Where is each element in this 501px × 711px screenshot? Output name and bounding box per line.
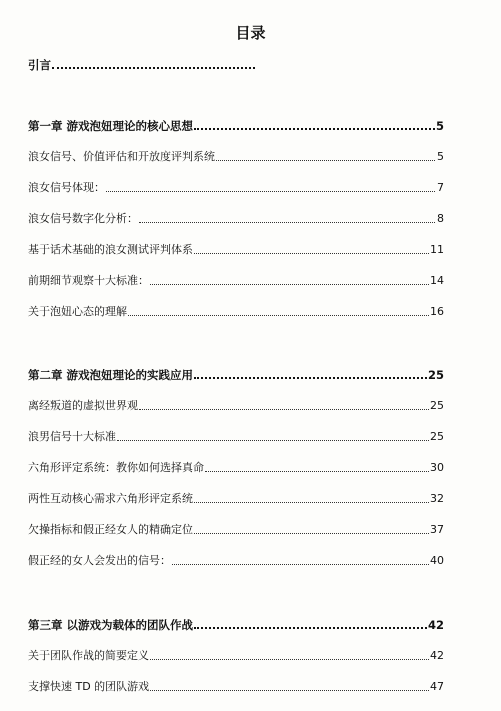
dot-leader: [150, 659, 429, 660]
toc-page-number: 16: [430, 305, 444, 318]
toc-page-number: 47: [430, 680, 444, 693]
toc-entry[interactable]: [28, 150, 444, 164]
toc-page-number: 42: [427, 618, 444, 632]
dot-leader: [106, 191, 435, 192]
toc-page-number: 14: [430, 274, 444, 287]
toc-entry[interactable]: [28, 554, 444, 568]
toc-entry[interactable]: [28, 243, 444, 257]
toc-entry[interactable]: [28, 399, 444, 413]
dot-leader: [194, 627, 427, 629]
toc-entry[interactable]: [28, 523, 444, 537]
toc-intro[interactable]: [28, 58, 256, 72]
toc-label: 浪男信号十大标准: [28, 430, 116, 443]
page-title: 目录: [235, 24, 266, 42]
toc-entry[interactable]: [28, 680, 444, 694]
toc-page-number: 30: [430, 461, 444, 474]
toc-chapter-2[interactable]: [28, 368, 444, 382]
dot-leader: [194, 253, 429, 254]
toc-label: 第三章 以游戏为载体的团队作战: [28, 618, 194, 632]
toc-page-number: 37: [430, 523, 444, 536]
toc-page-number: 5: [435, 119, 444, 133]
toc-page-number: 25: [430, 399, 444, 412]
toc-label: 假正经的女人会发出的信号：: [28, 554, 171, 567]
toc-label: 两性互动核心需求六角形评定系统: [28, 492, 193, 505]
toc-label: 支撑快速 TD 的团队游戏: [28, 680, 150, 693]
toc-page-number: 5: [437, 150, 444, 163]
toc-chapter-3[interactable]: [28, 618, 444, 632]
dot-leader: [194, 533, 429, 534]
dot-leader: [128, 315, 429, 316]
dot-leader: [150, 690, 429, 691]
toc-entry[interactable]: [28, 492, 444, 506]
dot-leader: [216, 160, 435, 161]
toc-label: 第二章 游戏泡妞理论的实践应用: [28, 368, 194, 382]
dot-leader: [139, 222, 435, 223]
toc-page-number: 25: [427, 368, 444, 382]
toc-entry[interactable]: [28, 274, 444, 288]
toc-label: 离经叛道的虚拟世界观: [28, 399, 138, 412]
toc-page-number: 11: [430, 243, 444, 256]
dot-leader: [117, 440, 429, 441]
toc-label: 浪女信号体现：: [28, 181, 105, 194]
toc-label: 关于泡妞心态的理解: [28, 305, 127, 318]
toc-entry[interactable]: [28, 461, 444, 475]
toc-entry[interactable]: [28, 212, 444, 226]
toc-page-number: 25: [430, 430, 444, 443]
toc-page-number: 42: [430, 649, 444, 662]
toc-label: 浪女信号数字化分析：: [28, 212, 138, 225]
dot-leader: [194, 377, 427, 379]
toc-page-number: 32: [430, 492, 444, 505]
toc-chapter-1[interactable]: [28, 119, 444, 133]
dot-leader: [205, 471, 429, 472]
toc-label: 关于团队作战的简要定义: [28, 649, 149, 662]
toc-label: 欠操指标和假正经女人的精确定位: [28, 523, 193, 536]
toc-label: 六角形评定系统：教你如何选择真命: [28, 461, 204, 474]
toc-label: 前期细节观察十大标准：: [28, 274, 149, 287]
toc-label: 浪女信号、价值评估和开放度评判系统: [28, 150, 215, 163]
toc-label: 基于话术基础的浪女测试评判体系: [28, 243, 193, 256]
dot-leader: [52, 67, 255, 69]
toc-page-number: 8: [437, 212, 444, 225]
toc-entry[interactable]: [28, 649, 444, 663]
dot-leader: [172, 564, 429, 565]
toc-label: 引言: [28, 58, 51, 72]
toc-entry[interactable]: [28, 305, 444, 319]
dot-leader: [150, 284, 429, 285]
dot-leader: [139, 409, 429, 410]
dot-leader: [194, 502, 429, 503]
dot-leader: [194, 128, 435, 130]
toc-page-number: 40: [430, 554, 444, 567]
toc-entry[interactable]: [28, 181, 444, 195]
toc-label: 第一章 游戏泡妞理论的核心思想: [28, 119, 194, 133]
toc-entry[interactable]: [28, 430, 444, 444]
toc-page-number: 7: [437, 181, 444, 194]
